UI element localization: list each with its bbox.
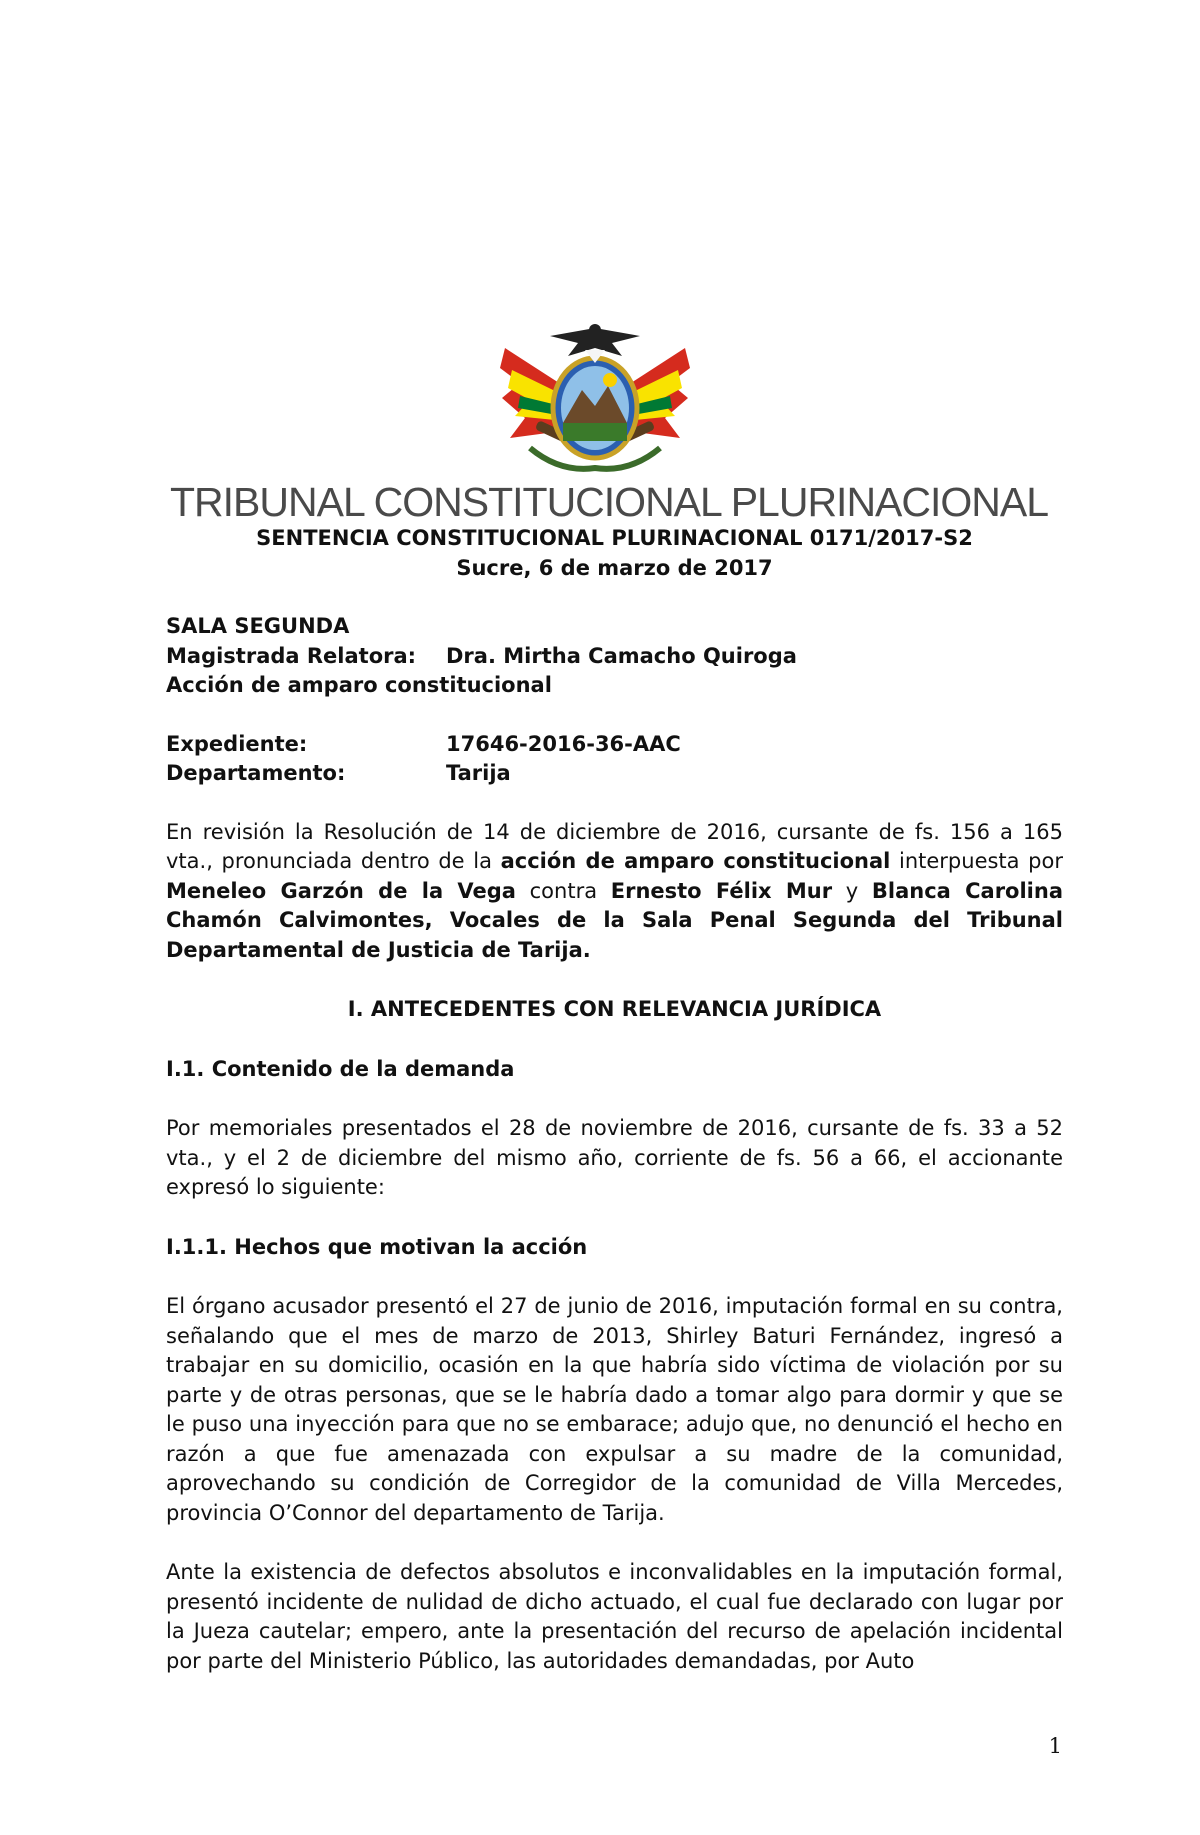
sentence-title: SENTENCIA CONSTITUCIONAL PLURINACIONAL 0171/2017-S2 [256,526,973,550]
intro-paragraph [166,818,1063,966]
document-body [166,524,1063,1676]
intro-text-3: contra [515,878,611,903]
paragraph-3: Ante la existencia de defectos absolutos e inconvalidables en la imputación formal, presentó incidente de nulidad de dicho actuado, el cual fue declarado con lugar por la Jueza cautelar; empero, ante la presentación del recurso de apelación incidental por parte del Ministerio Público, las autoridades demandadas, por Auto [166,1560,1063,1673]
intro-bold-3: Ernesto Félix Mur [610,878,833,903]
subsection-heading-2: I.1.1. Hechos que motivan la acción [166,1234,588,1259]
section-title: I. ANTECEDENTES CON RELEVANCIA JURÍDICA [347,997,882,1021]
magistrada-row [166,642,1063,672]
intro-text-4: y [832,878,872,903]
action-type: Acción de amparo constitucional [166,673,552,697]
coat-of-arms-emblem [490,308,700,483]
expediente-value: 17646-2016-36-AAC [446,731,681,756]
subsection-heading-1: I.1. Contenido de la demanda [166,1056,515,1081]
intro-text-1: En revisión la Resolución de 14 de diciembre de 2016, cursante de fs. 156 a 165 vta., pronunciada dentro de la [166,819,1063,873]
departamento-label: Departamento: [166,761,346,785]
magistrada-value: Dra. Mirtha Camacho Quiroga [446,643,797,668]
intro-bold-1: acción de amparo constitucional [500,849,891,873]
sala-label: SALA SEGUNDA [166,614,350,638]
expediente-row [166,730,1063,760]
departamento-value: Tarija [446,761,511,785]
institution-logo-text: TRIBUNAL CONSTITUCIONAL PLURINACIONAL [170,479,1049,525]
place-date: Sucre, 6 de marzo de 2017 [456,555,773,580]
intro-bold-4: Blanca Carolina Chamón Calvimontes, Vocales de la Sala Penal Segunda del Tribunal Departamental de Justicia de Tarija. [166,878,1064,962]
paragraph-1: Por memoriales presentados el 28 de noviembre de 2016, cursante de fs. 33 a 52 vta., y el 2 de diciembre del mismo año, corriente de fs. 56 a 66, el accionante expresó lo siguiente: [166,1116,1063,1199]
magistrada-label: Magistrada Relatora: [166,643,417,668]
expediente-label: Expediente: [166,731,308,756]
paragraph-2: El órgano acusador presentó el 27 de junio de 2016, imputación formal en su contra, señalando que el mes de marzo de 2013, Shirley Baturi Fernández, ingresó a trabajar en su domicilio, ocasión en la que habría sido víctima de violación por su parte y de otras personas, que se le habría dado a tomar algo para dormir y que se le puso una inyección para que no se embarace; adujo que, no denunció el hecho en razón a que fue amenazada con expulsar a su madre de la comunidad, aprovechando su condición de Corregidor de la comunidad de Villa Mercedes, provincia O’Connor del departamento de Tarija. [166,1294,1063,1525]
intro-text-2: interpuesta por [890,849,1063,873]
departamento-row [166,759,1063,789]
page-number: 1 [1048,1734,1062,1758]
intro-bold-2: Meneleo Garzón de la Vega [166,878,516,903]
